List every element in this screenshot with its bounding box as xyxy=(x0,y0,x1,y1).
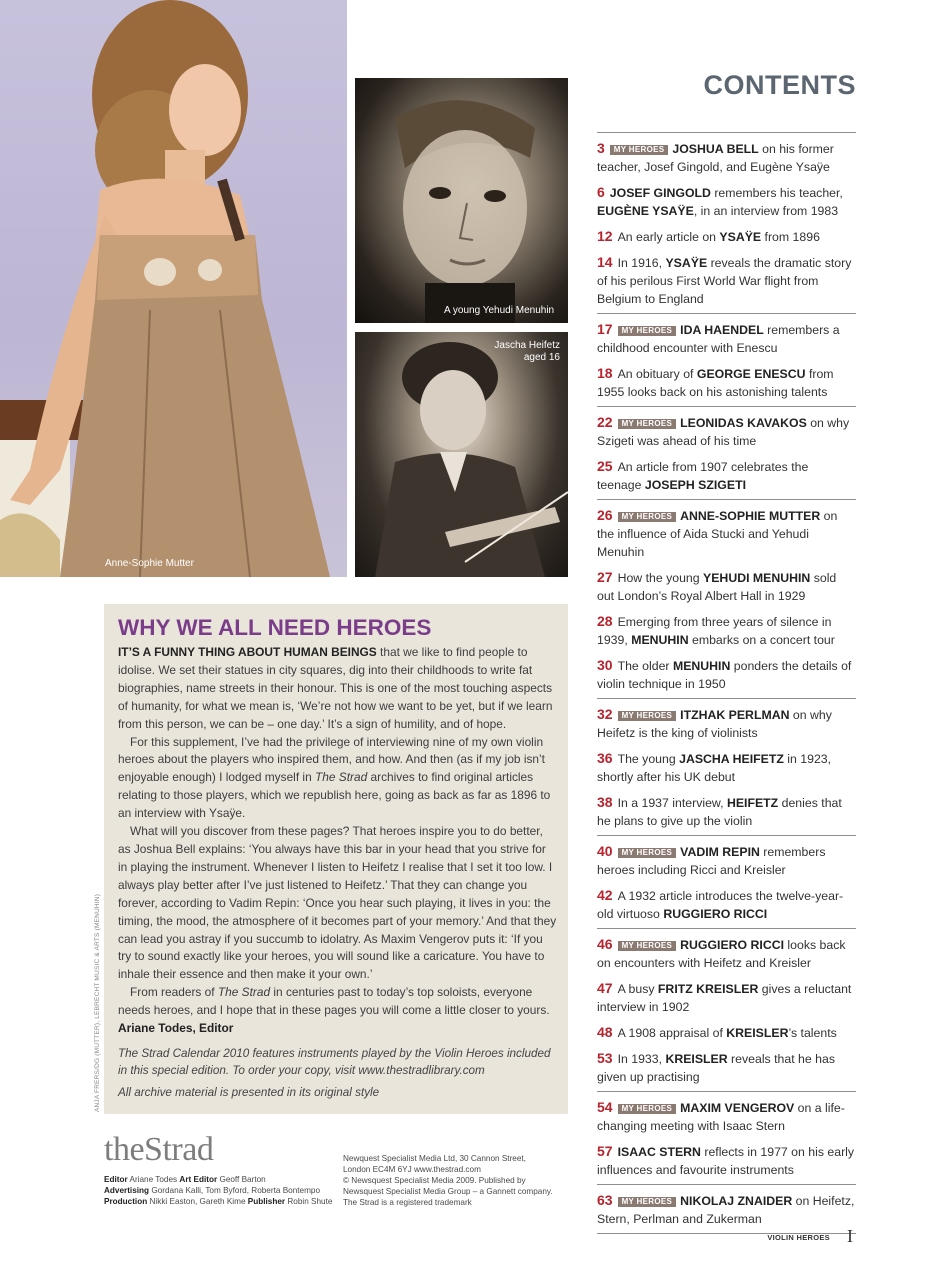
entry-text: sold out London’s Royal Albert Hall in 1929 xyxy=(597,571,837,603)
contents-group xyxy=(597,313,856,406)
publisher-line: The Strad is a registered trademark xyxy=(343,1198,472,1207)
page-number: 25 xyxy=(597,458,613,474)
staff-credits xyxy=(104,1174,332,1207)
entry-text: in 1923, shortly after his UK debut xyxy=(597,752,832,784)
publication-name: The Strad xyxy=(315,770,368,785)
violinist-name: ISAAC STERN xyxy=(617,1145,701,1159)
photo-yehudi-menuhin xyxy=(355,78,568,323)
editorial-lead: IT’S A FUNNY THING ABOUT HUMAN BEINGS xyxy=(118,645,377,659)
violinist-name: KREISLER xyxy=(665,1052,728,1066)
page-number: 63 xyxy=(597,1192,613,1208)
entry-text: Emerging from three years of silence in 1939, xyxy=(597,615,832,647)
publisher-line: © Newsquest Specialist Media 2009. Published by xyxy=(343,1176,526,1185)
photo-credit: ANJA FRERS/DG (MUTTER), LEBRECHT MUSIC & ARTS (MENUHIN) xyxy=(94,893,101,1112)
violinist-name: JASCHA HEIFETZ xyxy=(679,752,784,766)
violinist-name: JOSEF GINGOLD xyxy=(609,186,711,200)
violinist-name: MENUHIN xyxy=(672,659,731,673)
photo-anne-sophie-mutter xyxy=(0,0,347,577)
heifetz-illustration xyxy=(355,332,568,577)
contents-group xyxy=(597,1091,856,1184)
violinist-name: JOSEPH SZIGETI xyxy=(644,478,747,492)
entry-text: gives a reluctant interview in 1902 xyxy=(597,982,852,1014)
staff-label: Production xyxy=(104,1197,148,1206)
entry-text: on the influence of Aida Stucki and Yehudi Menuhin xyxy=(597,509,838,559)
page-number: 12 xyxy=(597,228,613,244)
entry-text: The young xyxy=(617,752,680,766)
caption-heifetz-line2: aged 16 xyxy=(523,352,560,363)
my-heroes-badge: MY HEROES xyxy=(618,1197,677,1207)
contents-entry[interactable] xyxy=(597,1142,856,1179)
caption-heifetz xyxy=(355,340,560,364)
editorial-box xyxy=(104,604,568,1114)
entry-text: on a life-changing meeting with Isaac Stern xyxy=(597,1101,845,1133)
logo-strad: Strad xyxy=(144,1131,214,1168)
contents-entry[interactable] xyxy=(597,935,856,972)
violinist-name: ITZHAK PERLMAN xyxy=(680,708,790,722)
page-number: 42 xyxy=(597,887,613,903)
entry-text: In a 1937 interview, xyxy=(617,796,727,810)
violinist-name: YSAŸE xyxy=(665,256,708,270)
staff-label: Publisher xyxy=(247,1197,286,1206)
editorial-text: For this supplement, I’ve had the privilege of interviewing nine of my own violin heroes about the players who inspired them, and how. And then (as if my job isn’t enjoyable enough) I lodged myself in xyxy=(118,734,545,785)
contents-entry[interactable] xyxy=(597,656,856,693)
entry-text: embarks on a concert tour xyxy=(688,633,835,647)
publisher-line: Newquest Specialist Media Ltd, 30 Cannon Street, xyxy=(343,1154,526,1163)
page-number: 48 xyxy=(597,1024,613,1040)
violinist-name: VADIM REPIN xyxy=(680,845,760,859)
entry-text: An early article on xyxy=(617,230,720,244)
contents-entry[interactable] xyxy=(597,413,856,450)
contents-group xyxy=(597,406,856,499)
contents-group xyxy=(597,132,856,313)
logo-the: the xyxy=(104,1131,145,1168)
staff-name: Ariane Todes xyxy=(127,1175,180,1184)
violinist-name: GEORGE ENESCU xyxy=(696,367,806,381)
contents-entry[interactable] xyxy=(597,1191,856,1228)
violinist-name: MAXIM VENGEROV xyxy=(680,1101,795,1115)
contents-entry[interactable] xyxy=(597,886,856,923)
editorial-text: that we like to find people to idolise. We set their statues in city squares, dig into their childhoods to write fat biographies, name streets in their honour. This is one of the most touching aspects of humanity, for what we mean is, ‘We’re not how we want to be yet, but if we learn from this person, we can be – one day.’ It’s a sign of humility, and of hope. xyxy=(118,645,553,731)
page-number: 36 xyxy=(597,750,613,766)
contents-entry[interactable] xyxy=(597,1023,856,1042)
editorial-body xyxy=(118,644,558,1038)
staff-name: Gordana Kalli, Tom Byford, Roberta Bontempo xyxy=(149,1186,321,1195)
entry-text: ’s talents xyxy=(788,1026,837,1040)
entry-text: on his former teacher, Josef Gingold, and Eugène Ysaÿe xyxy=(597,142,834,174)
contents-title: CONTENTS xyxy=(703,70,856,100)
contents-entry[interactable] xyxy=(597,183,856,220)
editorial-paragraph xyxy=(118,734,558,824)
page-number: 40 xyxy=(597,843,613,859)
editorial-paragraph xyxy=(118,984,558,1020)
entry-text: from 1955 looks back on his astonishing talents xyxy=(597,367,834,399)
page-number: 18 xyxy=(597,365,613,381)
staff-name: Nikki Easton, Gareth Kime xyxy=(147,1197,248,1206)
my-heroes-badge: MY HEROES xyxy=(618,848,677,858)
page-number: 47 xyxy=(597,980,613,996)
entry-text: , in an interview from 1983 xyxy=(693,204,839,218)
staff-name: Geoff Barton xyxy=(217,1175,266,1184)
violinist-name: ANNE-SOPHIE MUTTER xyxy=(680,509,821,523)
contents-group xyxy=(597,1184,856,1233)
violinist-name: HEIFETZ xyxy=(726,796,779,810)
contents-entry[interactable] xyxy=(597,1049,856,1086)
entry-text: reflects in 1977 on his early influences and favourite instruments xyxy=(597,1145,855,1177)
violinist-name: KREISLER xyxy=(726,1026,789,1040)
contents-group xyxy=(597,698,856,835)
violinist-name: EUGÈNE YSAŸE xyxy=(597,204,694,218)
my-heroes-badge: MY HEROES xyxy=(618,512,677,522)
staff-label: Advertising xyxy=(104,1186,150,1195)
editorial-paragraph: What will you discover from these pages? That heroes inspire you to do better, as Joshua Bell explains: ‘You always have this bar in your head that you strive for in playing the instrument. Whenever I listen to Heifetz I realise that I set it too low. I always play better after I’ve just listened to Heifetz.’ That they can change you forever, according to Vadim Repin: ‘Once you hear such playing, it lives in you: the timing, the mood, the atmosphere of it becomes part of your memory.’ And that they can lead you astray if you succumb to idolatry. As Maxim Vengerov puts it: ‘If you try to sound exactly like your heroes, you will sound like a caricature. You have to inhale their essence and then make it your own.’ xyxy=(118,824,557,982)
page-number: 14 xyxy=(597,254,613,270)
contents-entry[interactable] xyxy=(597,457,856,494)
mutter-illustration xyxy=(0,0,347,577)
editorial-notes xyxy=(118,1045,558,1102)
contents-entry[interactable] xyxy=(597,749,856,786)
violinist-name: RUGGIERO RICCI xyxy=(680,938,785,952)
page-number: 28 xyxy=(597,613,613,629)
entry-text: In 1933, xyxy=(617,1052,666,1066)
page-number: 6 xyxy=(597,184,605,200)
contents-entry[interactable] xyxy=(597,979,856,1016)
contents-entry[interactable] xyxy=(597,793,856,830)
staff-line xyxy=(104,1174,332,1185)
contents-entry[interactable] xyxy=(597,139,856,176)
editorial-paragraph xyxy=(118,644,558,734)
entry-text: on Heifetz, Stern, Perlman and Zukerman xyxy=(597,1194,855,1226)
page-number: 54 xyxy=(597,1099,613,1115)
entry-text: looks back on encounters with Heifetz and Kreisler xyxy=(597,938,846,970)
menuhin-illustration xyxy=(355,78,568,323)
entry-text: A busy xyxy=(617,982,658,996)
contents-entry[interactable] xyxy=(597,705,856,742)
table-of-contents xyxy=(597,132,856,1234)
entry-text: reveals that he has given up practising xyxy=(597,1052,835,1084)
editorial-text: in centuries past to today’s top soloists, everyone needs heroes, and I hope that in these pages you will come a little closer to yours. xyxy=(118,985,550,1018)
calendar-note: The Strad Calendar 2010 features instruments played by the Violin Heroes included in this special edition. To order your copy, visit www.thestradlibrary.com xyxy=(118,1046,551,1078)
violinist-name: JOSHUA BELL xyxy=(672,142,759,156)
publisher-line: London EC4M 6YJ www.thestrad.com xyxy=(343,1165,481,1174)
violinist-name: FRITZ KREISLER xyxy=(657,982,759,996)
folio-page-number: I xyxy=(847,1226,853,1246)
page-number: 30 xyxy=(597,657,613,673)
entry-text: An article from 1907 celebrates the teenage xyxy=(597,460,809,492)
contents-group xyxy=(597,499,856,698)
contents-entry[interactable] xyxy=(597,506,856,561)
editorial-text: From readers of xyxy=(130,985,218,1000)
staff-label: Editor xyxy=(104,1175,128,1184)
page-number: 26 xyxy=(597,507,613,523)
violinist-name: NIKOLAJ ZNAIDER xyxy=(680,1194,793,1208)
entry-text: How the young xyxy=(617,571,704,585)
entry-text: ponders the details of violin technique in 1950 xyxy=(597,659,852,691)
editorial-text: archives to find original articles relating to those players, which we republish here, going as back as far as 1896 to an interview with Ysaÿe. xyxy=(118,770,551,821)
entry-text: A 1932 article introduces the twelve-year-old virtuoso xyxy=(597,889,844,921)
violinist-name: MENUHIN xyxy=(631,633,689,647)
contents-entry[interactable] xyxy=(597,227,856,246)
entry-text: on why Szigeti was ahead of his time xyxy=(597,416,850,448)
contents-entry[interactable] xyxy=(597,568,856,605)
contents-entry[interactable] xyxy=(597,253,856,308)
entry-text: remembers a childhood encounter with Enescu xyxy=(597,323,840,355)
entry-text: In 1916, xyxy=(617,256,666,270)
entry-text: from 1896 xyxy=(761,230,820,244)
entry-text: An obituary of xyxy=(617,367,697,381)
caption-menuhin: A young Yehudi Menuhin xyxy=(444,305,555,316)
contents-entry[interactable] xyxy=(597,612,856,649)
page-number: 27 xyxy=(597,569,613,585)
caption-mutter: Anne-Sophie Mutter xyxy=(105,558,194,569)
photo-jascha-heifetz xyxy=(355,332,568,577)
violinist-name: YSAŸE xyxy=(719,230,762,244)
my-heroes-badge: MY HEROES xyxy=(618,419,677,429)
staff-label: Art Editor xyxy=(179,1175,218,1184)
page-number: 46 xyxy=(597,936,613,952)
violinist-name: RUGGIERO RICCI xyxy=(663,907,768,921)
entry-text: A 1908 appraisal of xyxy=(617,1026,727,1040)
staff-line xyxy=(104,1196,332,1207)
contents-entry[interactable] xyxy=(597,842,856,879)
publication-name: The Strad xyxy=(217,985,271,1000)
contents-group xyxy=(597,928,856,1091)
my-heroes-badge: MY HEROES xyxy=(610,145,669,155)
page-number: 38 xyxy=(597,794,613,810)
entry-text: remembers his teacher, xyxy=(710,186,843,200)
editorial-headline: WHY WE ALL NEED HEROES xyxy=(118,615,432,640)
contents-entry[interactable] xyxy=(597,364,856,401)
publisher-line: Newsquest Specialist Media Group – a Gannett company. xyxy=(343,1187,553,1196)
contents-entry[interactable] xyxy=(597,320,856,357)
staff-line xyxy=(104,1185,332,1196)
editorial-signature: Ariane Todes, Editor xyxy=(118,1021,234,1036)
page-number: 17 xyxy=(597,321,613,337)
caption-heifetz-line1: Jascha Heifetz xyxy=(494,340,560,351)
page-number: 57 xyxy=(597,1143,613,1159)
violinist-name: YEHUDI MENUHIN xyxy=(703,571,811,585)
page-number: 3 xyxy=(597,140,605,156)
my-heroes-badge: MY HEROES xyxy=(618,941,677,951)
violinist-name: IDA HAENDEL xyxy=(680,323,764,337)
entry-text: reveals the dramatic story of his perilous First World War flight from Belgium to England xyxy=(597,256,852,306)
folio-section: VIOLIN HEROES xyxy=(767,1233,830,1242)
contents-entry[interactable] xyxy=(597,1098,856,1135)
my-heroes-badge: MY HEROES xyxy=(618,711,677,721)
page-number: 32 xyxy=(597,706,613,722)
my-heroes-badge: MY HEROES xyxy=(618,1104,677,1114)
my-heroes-badge: MY HEROES xyxy=(618,326,677,336)
entry-text: The older xyxy=(617,659,673,673)
page-number: 22 xyxy=(597,414,613,430)
contents-group xyxy=(597,835,856,928)
publisher-info xyxy=(343,1153,573,1208)
archive-note: All archive material is presented in its original style xyxy=(118,1085,380,1099)
the-strad-logo xyxy=(104,1131,213,1169)
entry-text: on why Heifetz is the king of violinists xyxy=(597,708,832,740)
entry-text: remembers heroes including Ricci and Kreisler xyxy=(597,845,826,877)
entry-text: denies that he plans to give up the violin xyxy=(597,796,842,828)
staff-name: Robin Shute xyxy=(285,1197,333,1206)
page-number: 53 xyxy=(597,1050,613,1066)
violinist-name: LEONIDAS KAVAKOS xyxy=(680,416,807,430)
